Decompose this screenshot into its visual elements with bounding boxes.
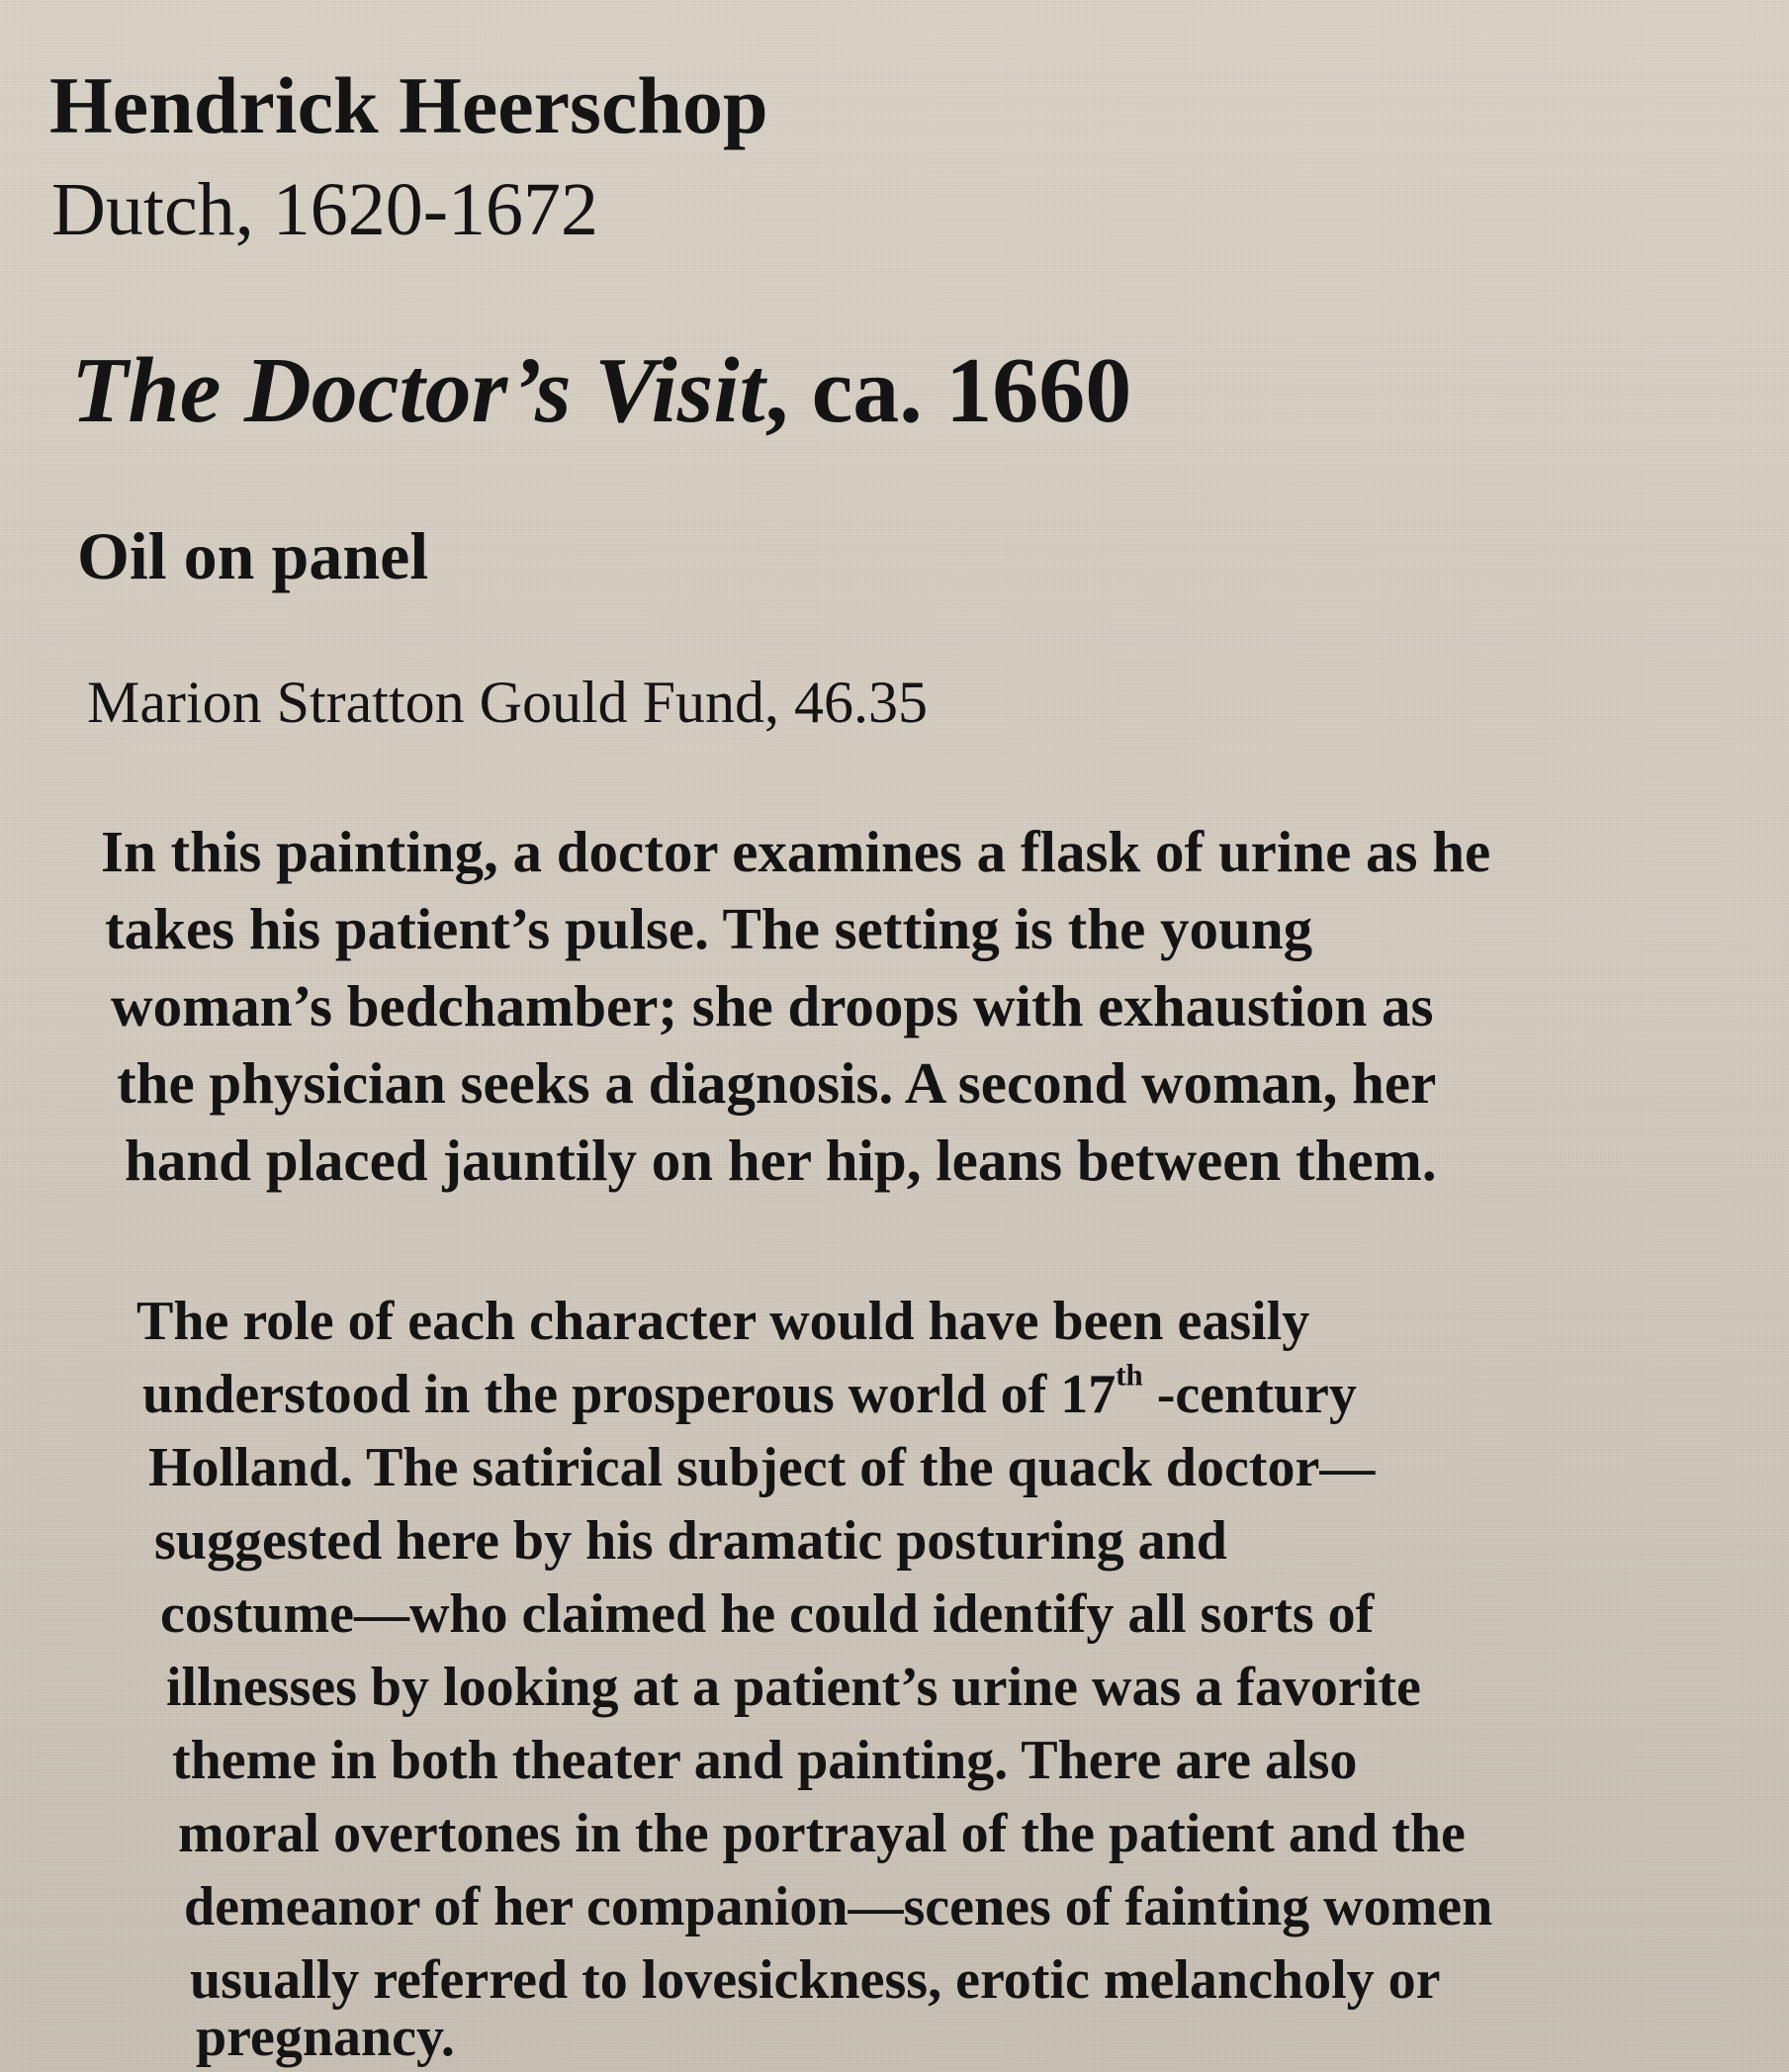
paragraph-two-line: theme in both theater and painting. There are also [172, 1730, 1358, 1791]
artist-nationality-dates: Dutch, 1620-1672 [51, 168, 599, 251]
paragraph-two-line: usually referred to lovesickness, erotic melancholy or [190, 1949, 1441, 2011]
paragraph-one-line: hand placed jauntily on her hip, leans between them. [125, 1127, 1437, 1193]
century-line-end: -century [1142, 1364, 1357, 1425]
ordinal-superscript: th [1116, 1358, 1143, 1393]
paragraph-two-line: The role of each character would have been easily [136, 1291, 1310, 1352]
artwork-title-name: The Doctor’s Visit [71, 339, 765, 442]
paragraph-one-line: takes his patient’s pulse. The setting is the young [105, 896, 1313, 961]
paragraph-two-line: Holland. The satirical subject of the quack doctor— [148, 1437, 1376, 1498]
paragraph-two-line: suggested here by his dramatic posturing and [154, 1510, 1227, 1572]
paragraph-one-line: the physician seeks a diagnosis. A second woman, her [117, 1050, 1437, 1116]
paragraph-one-line: woman’s bedchamber; she droops with exhaustion as [111, 973, 1434, 1038]
artwork-date: , ca. 1660 [764, 339, 1132, 442]
paragraph-two-line: pregnancy. [196, 2007, 455, 2068]
artwork-medium: Oil on panel [77, 518, 429, 593]
paragraph-two-line: demeanor of her companion—scenes of fainting women [184, 1876, 1493, 1937]
paragraph-two-line [142, 1358, 1357, 1425]
paragraph-two-line: illnesses by looking at a patient’s urine was a favorite [166, 1657, 1421, 1718]
century-line-start: understood in the prosperous world of 17 [142, 1364, 1117, 1425]
paragraph-two-line: moral overtones in the portrayal of the patient and the [178, 1803, 1466, 1864]
credit-line: Marion Stratton Gould Fund, 46.35 [87, 670, 928, 735]
artist-name: Hendrick Heerschop [49, 60, 768, 150]
paragraph-two-line: costume—who claimed he could identify all sorts of [160, 1583, 1375, 1645]
paragraph-one-line: In this painting, a doctor examines a flask of urine as he [101, 819, 1491, 884]
